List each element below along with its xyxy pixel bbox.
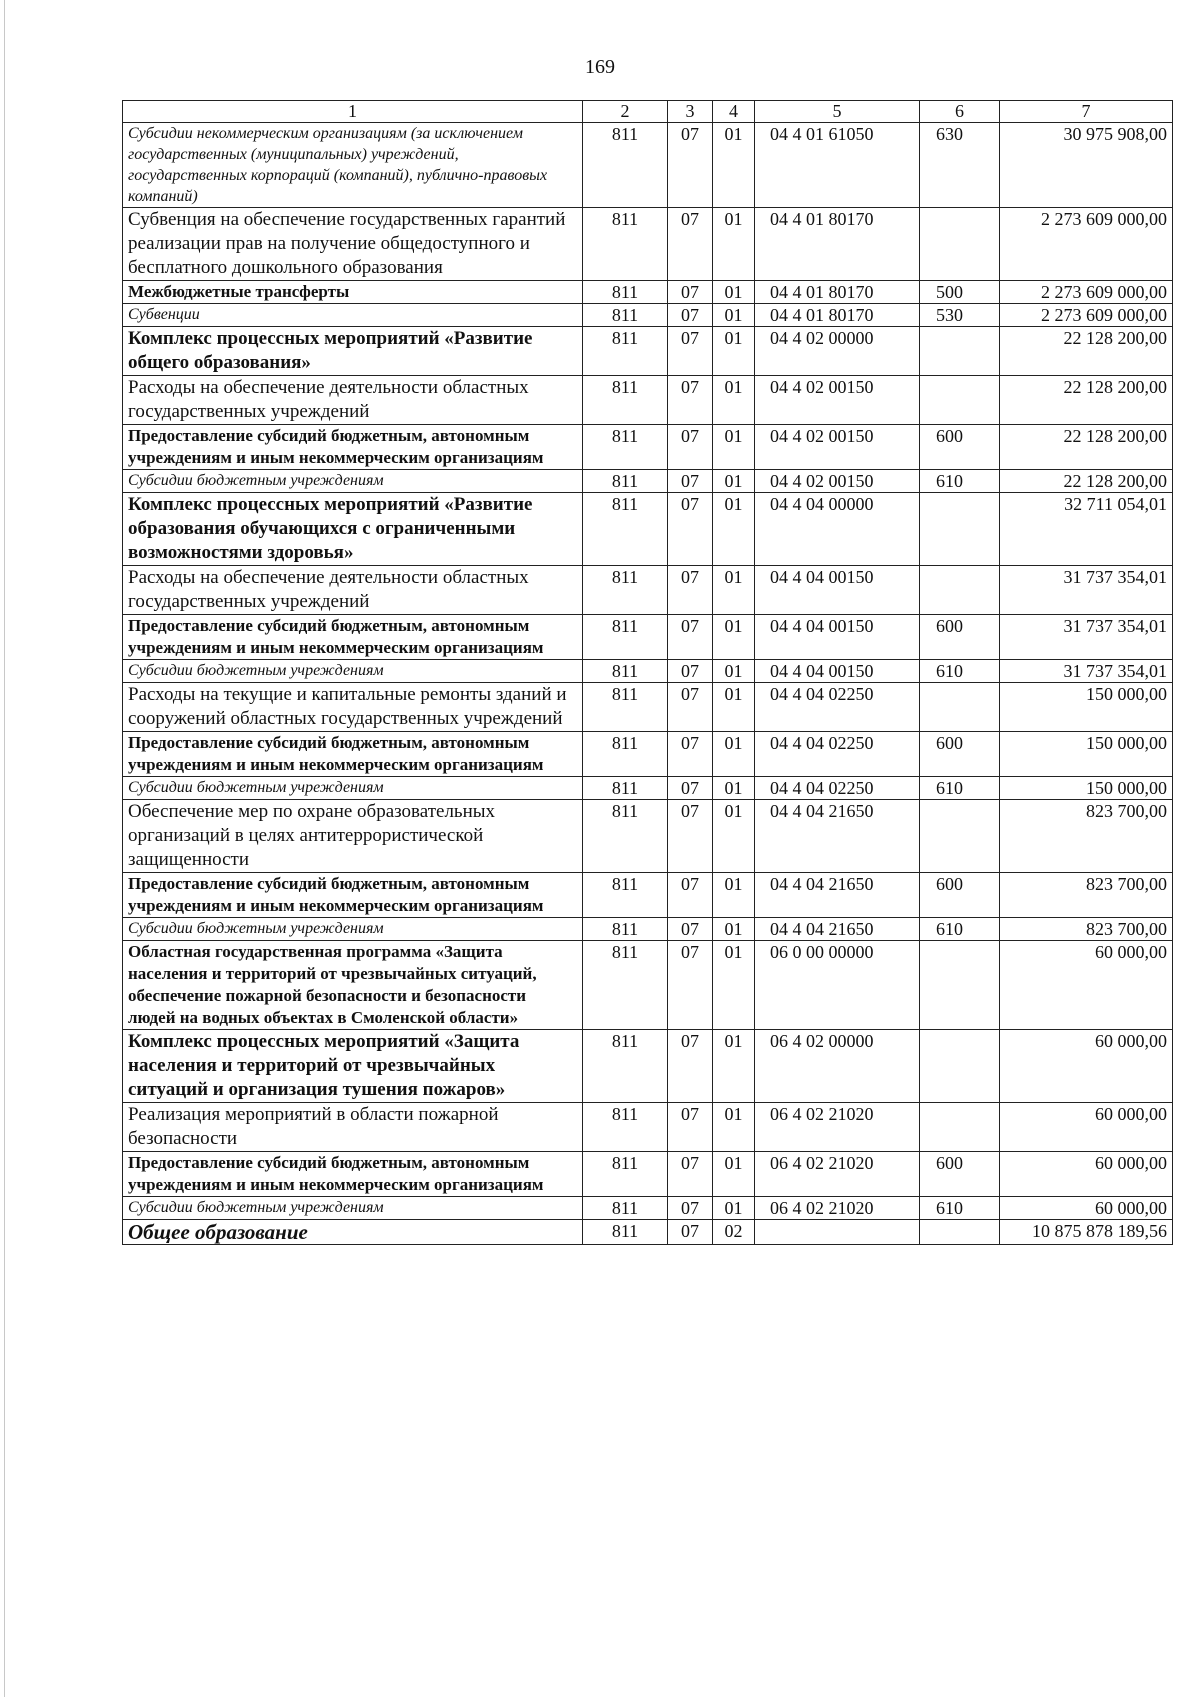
expense-name-cell: Комплекс процессных мероприятий «Защита населения и территорий от чрезвычайных ситуаций и организация тушения пожаров» bbox=[123, 1030, 583, 1103]
section-code-cell: 07 bbox=[668, 683, 713, 732]
target-article-cell: 06 4 02 21020 bbox=[755, 1197, 920, 1220]
expense-name-cell: Реализация мероприятий в области пожарной безопасности bbox=[123, 1103, 583, 1152]
subsection-code-cell: 01 bbox=[713, 1152, 755, 1197]
target-article-cell: 04 4 04 21650 bbox=[755, 800, 920, 873]
section-code-cell: 07 bbox=[668, 1220, 713, 1245]
table-row bbox=[123, 683, 1173, 732]
table-row bbox=[123, 281, 1173, 304]
column-header-7: 7 bbox=[1000, 101, 1173, 123]
target-article-cell: 06 4 02 00000 bbox=[755, 1030, 920, 1103]
section-code-cell: 07 bbox=[668, 493, 713, 566]
subsection-code-cell: 01 bbox=[713, 493, 755, 566]
ministry-code-cell: 811 bbox=[583, 566, 668, 615]
ministry-code-cell: 811 bbox=[583, 1030, 668, 1103]
expense-type-cell: 610 bbox=[920, 660, 1000, 683]
target-article-cell: 04 4 04 02250 bbox=[755, 732, 920, 777]
ministry-code-cell: 811 bbox=[583, 800, 668, 873]
ministry-code-cell: 811 bbox=[583, 493, 668, 566]
expense-name-cell: Расходы на обеспечение деятельности областных государственных учреждений bbox=[123, 376, 583, 425]
subsection-code-cell: 01 bbox=[713, 281, 755, 304]
expense-name-cell: Субсидии бюджетным учреждениям bbox=[123, 1197, 583, 1220]
table-row bbox=[123, 470, 1173, 493]
expense-name-cell: Субсидии бюджетным учреждениям bbox=[123, 660, 583, 683]
subsection-code-cell: 01 bbox=[713, 123, 755, 208]
amount-cell: 32 711 054,01 bbox=[1000, 493, 1173, 566]
amount-cell: 31 737 354,01 bbox=[1000, 566, 1173, 615]
target-article-cell: 04 4 04 00150 bbox=[755, 660, 920, 683]
target-article-cell: 04 4 04 00150 bbox=[755, 615, 920, 660]
expense-type-cell: 600 bbox=[920, 615, 1000, 660]
ministry-code-cell: 811 bbox=[583, 918, 668, 941]
target-article-cell: 04 4 04 00150 bbox=[755, 566, 920, 615]
ministry-code-cell: 811 bbox=[583, 1220, 668, 1245]
subsection-code-cell: 01 bbox=[713, 800, 755, 873]
section-code-cell: 07 bbox=[668, 281, 713, 304]
amount-cell: 22 128 200,00 bbox=[1000, 327, 1173, 376]
amount-cell: 22 128 200,00 bbox=[1000, 425, 1173, 470]
ministry-code-cell: 811 bbox=[583, 123, 668, 208]
amount-cell: 31 737 354,01 bbox=[1000, 660, 1173, 683]
expense-type-cell: 600 bbox=[920, 873, 1000, 918]
subsection-code-cell: 01 bbox=[713, 327, 755, 376]
section-code-cell: 07 bbox=[668, 1030, 713, 1103]
section-code-cell: 07 bbox=[668, 660, 713, 683]
expense-name-cell: Областная государственная программа «Защита населения и территорий от чрезвычайных ситуаций, обеспечение пожарной безопасности и безопасности людей на водных объектах в Смоленской области» bbox=[123, 941, 583, 1030]
expense-type-cell bbox=[920, 1220, 1000, 1245]
column-header-1: 1 bbox=[123, 101, 583, 123]
subsection-code-cell: 01 bbox=[713, 660, 755, 683]
amount-cell: 2 273 609 000,00 bbox=[1000, 208, 1173, 281]
ministry-code-cell: 811 bbox=[583, 777, 668, 800]
table-row bbox=[123, 732, 1173, 777]
expense-name-cell: Субсидии бюджетным учреждениям bbox=[123, 918, 583, 941]
expense-type-cell bbox=[920, 208, 1000, 281]
section-code-cell: 07 bbox=[668, 376, 713, 425]
amount-cell: 823 700,00 bbox=[1000, 918, 1173, 941]
subsection-code-cell: 01 bbox=[713, 208, 755, 281]
table-row bbox=[123, 660, 1173, 683]
table-row bbox=[123, 208, 1173, 281]
expense-type-cell bbox=[920, 566, 1000, 615]
ministry-code-cell: 811 bbox=[583, 304, 668, 327]
expense-name-cell: Обеспечение мер по охране образовательных организаций в целях антитеррористической защищенности bbox=[123, 800, 583, 873]
expense-name-cell: Субвенции bbox=[123, 304, 583, 327]
subsection-code-cell: 01 bbox=[713, 732, 755, 777]
expense-name-cell: Предоставление субсидий бюджетным, автономным учреждениям и иным некоммерческим организациям bbox=[123, 732, 583, 777]
section-code-cell: 07 bbox=[668, 732, 713, 777]
subsection-code-cell: 01 bbox=[713, 376, 755, 425]
amount-cell: 823 700,00 bbox=[1000, 873, 1173, 918]
table-row bbox=[123, 1103, 1173, 1152]
ministry-code-cell: 811 bbox=[583, 470, 668, 493]
target-article-cell: 06 4 02 21020 bbox=[755, 1152, 920, 1197]
target-article-cell: 04 4 01 80170 bbox=[755, 304, 920, 327]
amount-cell: 150 000,00 bbox=[1000, 732, 1173, 777]
target-article-cell bbox=[755, 1220, 920, 1245]
amount-cell: 2 273 609 000,00 bbox=[1000, 281, 1173, 304]
table-row bbox=[123, 123, 1173, 208]
expense-type-cell bbox=[920, 1103, 1000, 1152]
budget-table-container bbox=[122, 100, 1172, 1245]
table-row bbox=[123, 376, 1173, 425]
amount-cell: 31 737 354,01 bbox=[1000, 615, 1173, 660]
column-header-4: 4 bbox=[713, 101, 755, 123]
subsection-code-cell: 01 bbox=[713, 304, 755, 327]
table-row bbox=[123, 615, 1173, 660]
section-code-cell: 07 bbox=[668, 777, 713, 800]
section-code-cell: 07 bbox=[668, 873, 713, 918]
target-article-cell: 06 4 02 21020 bbox=[755, 1103, 920, 1152]
subsection-code-cell: 01 bbox=[713, 918, 755, 941]
table-row bbox=[123, 1030, 1173, 1103]
subsection-code-cell: 01 bbox=[713, 683, 755, 732]
subsection-code-cell: 01 bbox=[713, 470, 755, 493]
target-article-cell: 04 4 04 21650 bbox=[755, 918, 920, 941]
target-article-cell: 04 4 01 80170 bbox=[755, 208, 920, 281]
ministry-code-cell: 811 bbox=[583, 941, 668, 1030]
target-article-cell: 04 4 04 02250 bbox=[755, 683, 920, 732]
section-code-cell: 07 bbox=[668, 1152, 713, 1197]
section-code-cell: 07 bbox=[668, 1197, 713, 1220]
ministry-code-cell: 811 bbox=[583, 683, 668, 732]
table-row bbox=[123, 800, 1173, 873]
target-article-cell: 04 4 04 21650 bbox=[755, 873, 920, 918]
subsection-code-cell: 01 bbox=[713, 777, 755, 800]
expense-type-cell bbox=[920, 1030, 1000, 1103]
section-code-cell: 07 bbox=[668, 800, 713, 873]
expense-name-cell: Комплекс процессных мероприятий «Развитие образования обучающихся с ограниченными возможностями здоровья» bbox=[123, 493, 583, 566]
expense-type-cell: 600 bbox=[920, 1152, 1000, 1197]
table-row bbox=[123, 918, 1173, 941]
ministry-code-cell: 811 bbox=[583, 732, 668, 777]
expense-type-cell: 610 bbox=[920, 918, 1000, 941]
column-number-row bbox=[123, 101, 1173, 123]
amount-cell: 60 000,00 bbox=[1000, 1030, 1173, 1103]
expense-name-cell: Субвенция на обеспечение государственных гарантий реализации прав на получение общедоступного и бесплатного дошкольного образования bbox=[123, 208, 583, 281]
expense-name-cell: Предоставление субсидий бюджетным, автономным учреждениям и иным некоммерческим организациям bbox=[123, 615, 583, 660]
expense-type-cell: 610 bbox=[920, 470, 1000, 493]
target-article-cell: 04 4 04 02250 bbox=[755, 777, 920, 800]
expense-type-cell: 600 bbox=[920, 425, 1000, 470]
expense-name-cell: Субсидии некоммерческим организациям (за исключением государственных (муниципальных) учреждений, государственных корпораций (компаний), публично-правовых компаний) bbox=[123, 123, 583, 208]
section-code-cell: 07 bbox=[668, 1103, 713, 1152]
table-row bbox=[123, 425, 1173, 470]
section-code-cell: 07 bbox=[668, 615, 713, 660]
expense-type-cell bbox=[920, 941, 1000, 1030]
amount-cell: 22 128 200,00 bbox=[1000, 470, 1173, 493]
expense-name-cell: Предоставление субсидий бюджетным, автономным учреждениям и иным некоммерческим организациям bbox=[123, 425, 583, 470]
expense-type-cell: 600 bbox=[920, 732, 1000, 777]
amount-cell: 60 000,00 bbox=[1000, 941, 1173, 1030]
ministry-code-cell: 811 bbox=[583, 425, 668, 470]
ministry-code-cell: 811 bbox=[583, 1103, 668, 1152]
ministry-code-cell: 811 bbox=[583, 208, 668, 281]
page-number: 169 bbox=[585, 56, 615, 78]
expense-name-cell: Межбюджетные трансферты bbox=[123, 281, 583, 304]
section-code-cell: 07 bbox=[668, 470, 713, 493]
ministry-code-cell: 811 bbox=[583, 615, 668, 660]
expense-type-cell: 530 bbox=[920, 304, 1000, 327]
section-code-cell: 07 bbox=[668, 208, 713, 281]
column-header-6: 6 bbox=[920, 101, 1000, 123]
ministry-code-cell: 811 bbox=[583, 1152, 668, 1197]
subsection-code-cell: 01 bbox=[713, 425, 755, 470]
subsection-code-cell: 02 bbox=[713, 1220, 755, 1245]
amount-cell: 2 273 609 000,00 bbox=[1000, 304, 1173, 327]
table-row bbox=[123, 1197, 1173, 1220]
expense-name-cell: Расходы на обеспечение деятельности областных государственных учреждений bbox=[123, 566, 583, 615]
expense-name-cell: Субсидии бюджетным учреждениям bbox=[123, 470, 583, 493]
section-code-cell: 07 bbox=[668, 425, 713, 470]
table-row bbox=[123, 873, 1173, 918]
expense-type-cell bbox=[920, 493, 1000, 566]
amount-cell: 823 700,00 bbox=[1000, 800, 1173, 873]
column-header-5: 5 bbox=[755, 101, 920, 123]
subsection-code-cell: 01 bbox=[713, 1030, 755, 1103]
amount-cell: 60 000,00 bbox=[1000, 1152, 1173, 1197]
target-article-cell: 04 4 01 61050 bbox=[755, 123, 920, 208]
section-code-cell: 07 bbox=[668, 327, 713, 376]
section-code-cell: 07 bbox=[668, 123, 713, 208]
subsection-code-cell: 01 bbox=[713, 615, 755, 660]
budget-table bbox=[122, 100, 1173, 1245]
target-article-cell: 04 4 02 00150 bbox=[755, 376, 920, 425]
table-row bbox=[123, 566, 1173, 615]
subsection-code-cell: 01 bbox=[713, 941, 755, 1030]
ministry-code-cell: 811 bbox=[583, 873, 668, 918]
target-article-cell: 04 4 02 00150 bbox=[755, 425, 920, 470]
table-row bbox=[123, 1220, 1173, 1245]
expense-name-cell: Расходы на текущие и капитальные ремонты зданий и сооружений областных государственных учреждений bbox=[123, 683, 583, 732]
ministry-code-cell: 811 bbox=[583, 1197, 668, 1220]
expense-name-cell: Комплекс процессных мероприятий «Развитие общего образования» bbox=[123, 327, 583, 376]
column-header-2: 2 bbox=[583, 101, 668, 123]
table-body bbox=[123, 123, 1173, 1245]
amount-cell: 150 000,00 bbox=[1000, 683, 1173, 732]
expense-name-cell: Общее образование bbox=[123, 1220, 583, 1245]
amount-cell: 22 128 200,00 bbox=[1000, 376, 1173, 425]
section-code-cell: 07 bbox=[668, 918, 713, 941]
expense-name-cell: Субсидии бюджетным учреждениям bbox=[123, 777, 583, 800]
table-row bbox=[123, 327, 1173, 376]
subsection-code-cell: 01 bbox=[713, 1103, 755, 1152]
amount-cell: 60 000,00 bbox=[1000, 1103, 1173, 1152]
table-row bbox=[123, 304, 1173, 327]
expense-type-cell: 610 bbox=[920, 777, 1000, 800]
scan-margin-line bbox=[4, 0, 5, 1697]
column-header-3: 3 bbox=[668, 101, 713, 123]
expense-type-cell bbox=[920, 800, 1000, 873]
expense-type-cell bbox=[920, 683, 1000, 732]
section-code-cell: 07 bbox=[668, 304, 713, 327]
expense-type-cell: 500 bbox=[920, 281, 1000, 304]
expense-type-cell: 630 bbox=[920, 123, 1000, 208]
table-row bbox=[123, 941, 1173, 1030]
amount-cell: 60 000,00 bbox=[1000, 1197, 1173, 1220]
target-article-cell: 06 0 00 00000 bbox=[755, 941, 920, 1030]
target-article-cell: 04 4 01 80170 bbox=[755, 281, 920, 304]
target-article-cell: 04 4 02 00000 bbox=[755, 327, 920, 376]
table-row bbox=[123, 777, 1173, 800]
ministry-code-cell: 811 bbox=[583, 660, 668, 683]
expense-type-cell bbox=[920, 327, 1000, 376]
section-code-cell: 07 bbox=[668, 566, 713, 615]
amount-cell: 30 975 908,00 bbox=[1000, 123, 1173, 208]
table-row bbox=[123, 1152, 1173, 1197]
expense-type-cell: 610 bbox=[920, 1197, 1000, 1220]
expense-name-cell: Предоставление субсидий бюджетным, автономным учреждениям и иным некоммерческим организациям bbox=[123, 1152, 583, 1197]
target-article-cell: 04 4 02 00150 bbox=[755, 470, 920, 493]
ministry-code-cell: 811 bbox=[583, 376, 668, 425]
ministry-code-cell: 811 bbox=[583, 327, 668, 376]
amount-cell: 10 875 878 189,56 bbox=[1000, 1220, 1173, 1245]
expense-type-cell bbox=[920, 376, 1000, 425]
amount-cell: 150 000,00 bbox=[1000, 777, 1173, 800]
subsection-code-cell: 01 bbox=[713, 566, 755, 615]
target-article-cell: 04 4 04 00000 bbox=[755, 493, 920, 566]
section-code-cell: 07 bbox=[668, 941, 713, 1030]
subsection-code-cell: 01 bbox=[713, 873, 755, 918]
ministry-code-cell: 811 bbox=[583, 281, 668, 304]
table-row bbox=[123, 493, 1173, 566]
subsection-code-cell: 01 bbox=[713, 1197, 755, 1220]
expense-name-cell: Предоставление субсидий бюджетным, автономным учреждениям и иным некоммерческим организациям bbox=[123, 873, 583, 918]
